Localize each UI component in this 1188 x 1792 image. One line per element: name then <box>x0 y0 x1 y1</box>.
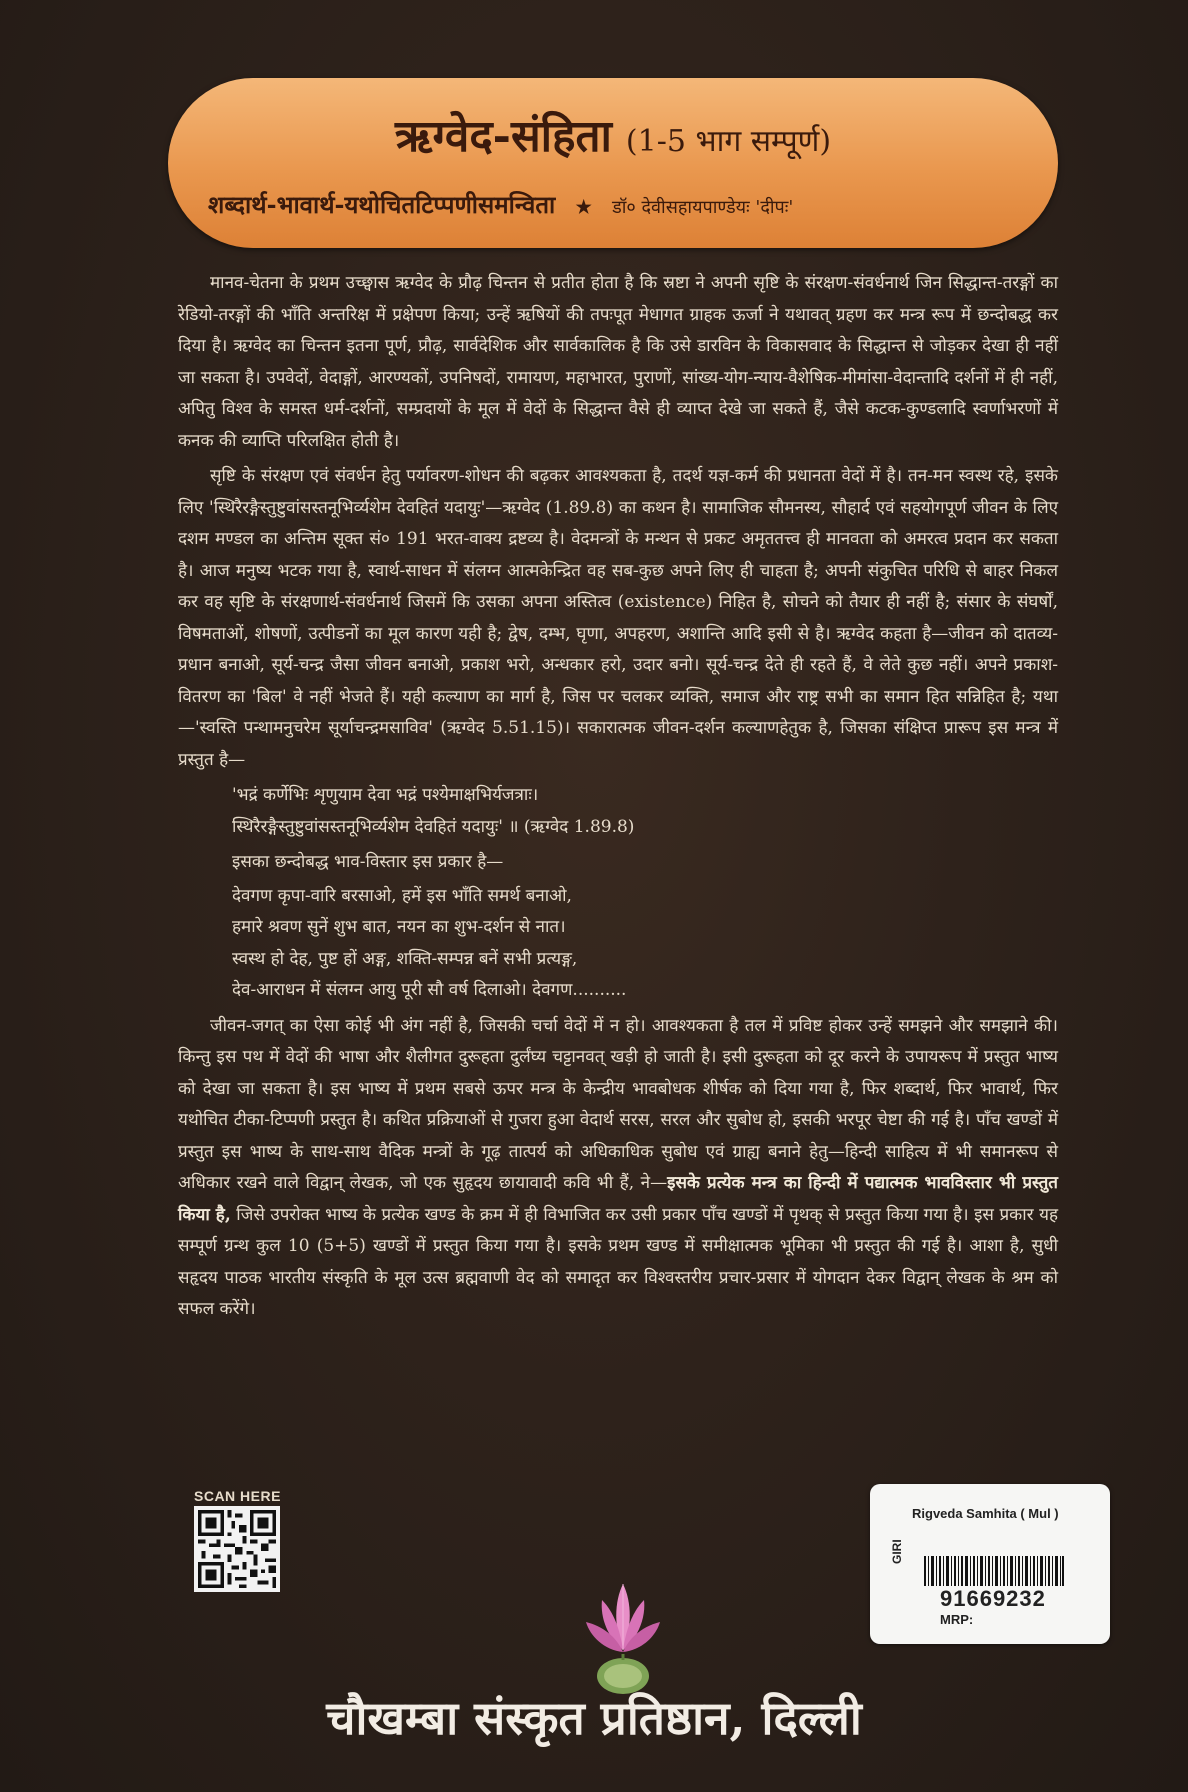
publisher-lotus-logo <box>578 1572 668 1700</box>
sticker-mrp: MRP: <box>940 1612 974 1627</box>
book-title <box>168 104 1058 164</box>
star-icon: ★ <box>575 197 592 218</box>
sticker-book-name: Rigveda Samhita ( Mul ) <box>912 1506 1059 1521</box>
verse-intro: इसका छन्दोबद्ध भाव-विस्तार इस प्रकार है— <box>232 852 504 872</box>
verse-line-2: स्थिरैरङ्गैस्तुष्टुवांसस्तनूभिर्व्यशेम देवहितं यदायुः' ॥ (ऋग्वेद 1.89.8) <box>232 816 635 837</box>
sticker-vendor: GIRI <box>890 1539 904 1564</box>
poem-line-3: स्वस्थ हो देह, पुष्ट हों अङ्ग, शक्ति-सम्पन्न बनें सभी प्रत्यङ्ग, <box>232 948 578 969</box>
qr-code-icon <box>198 1510 276 1588</box>
sticker-code: 91669232 <box>940 1586 1046 1611</box>
barcode-icon <box>924 1556 1064 1586</box>
poem-line-1: देवगण कृपा-वारि बरसाओ, हमें इस भाँति समर्थ बनाओ, <box>232 885 572 906</box>
paragraph-3-end: जिसे उपरोक्त भाष्य के प्रत्येक खण्ड के क्रम में ही विभाजित कर उसी प्रकार पाँच खण्डों में पृथक् से प्रस्तुत किया गया है। इस प्रकार यह सम्पूर्ण ग्रन्थ कुल 10 (5+5) खण्डों में प्रस्तुत किया गया है। इसके प्रथम खण्ड में समीक्षात्मक भूमिका भी प्रस्तुत की गई है। आशा है, सुधी सहृदय पाठक भारतीय संस्कृति के मूल उत्स ब्रह्मवाणी वेद को समादृत कर विश्वस्तरीय प्रचार-प्रसार में योगदान देकर विद्वान् लेखक के श्रम को सफल करेंगे। <box>178 1204 1058 1319</box>
blurb-text <box>178 268 1058 1326</box>
qr-code[interactable] <box>194 1506 280 1592</box>
paragraph-3 <box>178 1011 1058 1326</box>
subtitle-text: शब्दार्थ-भावार्थ-यथोचितटिप्पणीसमन्विता <box>208 190 556 219</box>
verse-line-1: 'भद्रं कर्णेभिः शृणुयाम देवा भद्रं पश्येमाक्षभिर्यजत्राः। <box>232 785 539 805</box>
vedic-verse <box>232 780 1058 843</box>
paragraph-2: सृष्टि के संरक्षण एवं संवर्धन हेतु पर्यावरण-शोधन की बढ़कर आवश्यकता है, तदर्थ यज्ञ-कर्म की प्रधानता वेदों में है। तन-मन स्वस्थ रहे, इसके लिए 'स्थिरैरङ्गैस्तुष्टुवांसस्तनूभिर्व्यशेम देवहितं यदायुः'—ऋग्वेद (1.89.8) का कथन है। सामाजिक सौमनस्य, सौहार्द एवं सहयोगपूर्ण जीवन के लिए दशम मण्डल का अन्तिम सूक्त सं० 191 भरत-वाक्य द्रष्टव्य है। वेदमन्त्रों के मन्थन से प्रकट अमृततत्त्व ही मानवता को अमरत्व प्रदान कर सकता है। आज मनुष्य भटक गया है, स्वार्थ-साधन में संलग्न आत्मकेन्द्रित वह सब-कुछ अपने लिए ही चाहता है; अपनी संकुचित परिधि से बाहर निकल कर वह सृष्टि के संरक्षणार्थ-संवर्धनार्थ जिसमें कि उसका अपना अस्तित्व (existence) निहित है, सोचने को तैयार ही नहीं है; संसार के संघर्षों, विषमताओं, शोषणों, उत्पीडनों का मूल कारण यही है; द्वेष, दम्भ, घृणा, अपहरण, अशान्ति आदि इसी से है। ऋग्वेद कहता है—जीवन को दातव्य-प्रधान बनाओ, सूर्य-चन्द्र जैसा जीवन बनाओ, प्रकाश भरो, अन्धकार हरो, उदार बनो। सूर्य-चन्द्र देते ही रहते हैं, वे लेते कुछ नहीं। अपने प्रकाश-वितरण का 'बिल' वे नहीं भेजते हैं। यही कल्याण का मार्ग है, जिस पर चलकर व्यक्ति, समाज और राष्ट्र सभी का समान हित सन्निहित है; यथा—'स्वस्ति पन्थामनुचरेम सूर्याचन्द्रमसाविव' (ऋग्वेद 5.51.15)। सकारात्मक जीवन-दर्शन कल्याणहेतुक है, जिसका संक्षिप्त प्रारूप इस मन्त्र में प्रस्तुत है— <box>178 466 1058 770</box>
title-volumes: (1-5 भाग सम्पूर्ण) <box>625 124 832 159</box>
hindi-poem <box>232 881 1058 1007</box>
qr-label: SCAN HERE <box>194 1488 281 1504</box>
title-banner <box>168 78 1058 248</box>
book-subtitle-line <box>208 188 1028 221</box>
publisher-name: चौखम्बा संस्कृत प्रतिष्ठान, दिल्ली <box>326 1691 862 1745</box>
paragraph-1: मानव-चेतना के प्रथम उच्छ्वास ऋग्वेद के प्रौढ़ चिन्तन से प्रतीत होता है कि स्रष्टा ने अपनी सृष्टि के संरक्षण-संवर्धनार्थ जिन सिद्धान्त-तरङ्गों का रेडियो-तरङ्गों की भाँति अन्तरिक्ष में प्रक्षेपण किया; उन्हें ऋषियों की तपःपूत मेधागत ग्राहक ऊर्जा ने यथावत् ग्रहण कर मन्त्र रूप में छन्दोबद्ध कर दिया है। ऋग्वेद का चिन्तन इतना पूर्ण, प्रौढ़, सार्वदेशिक और सार्वकालिक है कि उसे डारविन के विकासवाद के सिद्धान्त से जोड़कर देखा ही नहीं जा सकता है। उपवेदों, वेदाङ्गों, आरण्यकों, उपनिषदों, रामायण, महाभारत, पुराणों, सांख्य-योग-न्याय-वैशेषिक-मीमांसा-वेदान्तादि दर्शनों में ही नहीं, अपितु विश्व के समस्त धर्म-दर्शनों, सम्प्रदायों के मूल में वेदों के सिद्धान्त वैसे ही व्याप्त देखे जा सकते हैं, जैसे कटक-कुण्डलादि स्वर्णाभरणों में कनक की व्याप्ति परिलक्षित होती है। <box>178 273 1058 451</box>
poem-line-4: देव-आराधन में संलग्न आयु पूरी सौ वर्ष दिलाओ। देवगण.......... <box>232 980 627 1000</box>
author-name: डॉ० देवीसहायपाण्डेयः 'दीपः' <box>612 197 794 218</box>
lotus-icon <box>578 1572 668 1700</box>
poem-line-2: हमारे श्रवण सुनें शुभ बात, नयन का शुभ-दर्शन से नात। <box>232 917 566 937</box>
paragraph-3-start: जीवन-जगत् का ऐसा कोई भी अंग नहीं है, जिसकी चर्चा वेदों में न हो। आवश्यकता है तल में प्रविष्ट होकर उन्हें समझने और समझाने की। किन्तु इस पथ में वेदों की भाषा और शैलीगत दुरूहता दुर्लंघ्य चट्टानवत् खड़ी हो जाती है। इसी दुरूहता को दूर करने के उपायरूप में प्रस्तुत भाष्य को देखा जा सकता है। इस भाष्य में प्रथम सबसे ऊपर मन्त्र के केन्द्रीय भावबोधक शीर्षक को दिया गया है, फिर शब्दार्थ, फिर भावार्थ, फिर यथोचित टीका-टिप्पणी प्रस्तुत है। कथित प्रक्रियाओं से गुजरा हुआ वेदार्थ सरस, सरल और सुबोध हो, इसकी भरपूर चेष्टा की गई है। पाँच खण्डों में प्रस्तुत इस भाष्य के साथ-साथ वैदिक मन्त्रों के गूढ़ तात्पर्य को अधिकाधिक सुबोध एवं ग्राह्य बनाने हेतु—हिन्दी साहित्य में भी समानरूप से अधिकार रखने वाले विद्वान् लेखक, जो एक सुहृदय छायावादी कवि भी हैं, ने— <box>178 1015 1058 1193</box>
price-sticker <box>870 1484 1110 1644</box>
title-main: ऋग्वेद-संहिता <box>394 111 612 162</box>
paragraph-3-bold: इसके प्रत्येक मन्त्र का हिन्दी में पद्यात्मक भावविस्तार भी प्रस्तुत किया है, <box>178 1173 1058 1225</box>
